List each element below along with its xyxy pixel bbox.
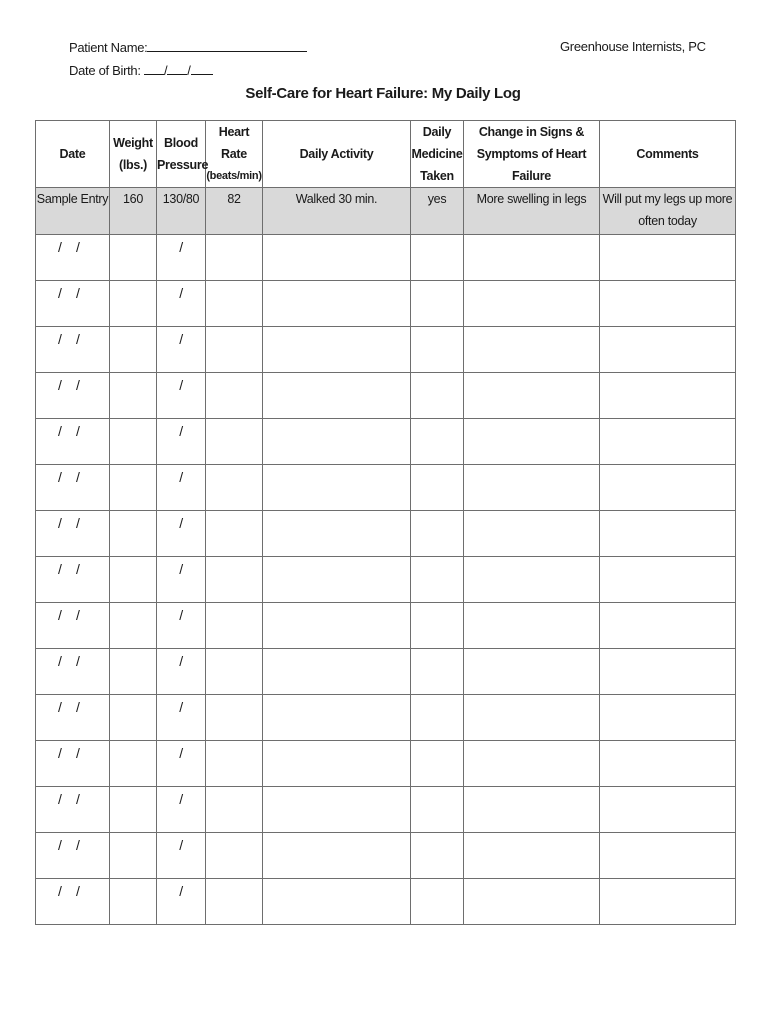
- bp-placeholder: /: [179, 699, 183, 715]
- entry-cell-blood-pressure[interactable]: [157, 511, 206, 557]
- date-placeholder: / /: [58, 883, 80, 899]
- date-placeholder: / /: [58, 423, 80, 439]
- entry-cell-weight[interactable]: [110, 235, 157, 281]
- entry-cell-heart-rate[interactable]: [206, 419, 263, 465]
- column-header-comments: [600, 121, 736, 188]
- log-entry-row: [36, 695, 736, 741]
- entry-cell-change-in-signs[interactable]: [464, 235, 600, 281]
- entry-cell-weight[interactable]: [110, 281, 157, 327]
- entry-cell-date[interactable]: [36, 787, 110, 833]
- date-placeholder: / /: [58, 699, 80, 715]
- entry-cell-daily-activity[interactable]: [263, 235, 411, 281]
- patient-name-field[interactable]: [69, 39, 307, 55]
- log-entry-row: [36, 603, 736, 649]
- entry-cell-daily-activity[interactable]: [263, 603, 411, 649]
- entry-cell-change-in-signs[interactable]: [464, 833, 600, 879]
- entry-cell-daily-medicine[interactable]: [411, 649, 464, 695]
- entry-cell-date[interactable]: [36, 649, 110, 695]
- entry-cell-change-in-signs[interactable]: [464, 327, 600, 373]
- entry-cell-comments[interactable]: [600, 833, 736, 879]
- entry-cell-daily-activity[interactable]: [263, 281, 411, 327]
- entry-cell-blood-pressure[interactable]: [157, 373, 206, 419]
- entry-cell-comments[interactable]: [600, 327, 736, 373]
- entry-cell-heart-rate[interactable]: [206, 787, 263, 833]
- entry-cell-date[interactable]: [36, 419, 110, 465]
- entry-cell-date[interactable]: [36, 833, 110, 879]
- entry-cell-weight[interactable]: [110, 511, 157, 557]
- entry-cell-comments[interactable]: [600, 557, 736, 603]
- log-title-text: Self-Care for Heart Failure: My Daily Log: [245, 85, 521, 102]
- entry-cell-heart-rate[interactable]: [206, 741, 263, 787]
- entry-cell-date[interactable]: [36, 741, 110, 787]
- entry-cell-date[interactable]: [36, 603, 110, 649]
- sample-entry-row: [36, 188, 736, 235]
- entry-cell-change-in-signs[interactable]: [464, 649, 600, 695]
- entry-cell-change-in-signs[interactable]: [464, 281, 600, 327]
- column-header-line: Date: [59, 147, 86, 161]
- dob-separator: /: [187, 63, 191, 78]
- entry-cell-comments[interactable]: [600, 373, 736, 419]
- log-entry-row: [36, 419, 736, 465]
- bp-placeholder: /: [179, 515, 183, 531]
- bp-placeholder: /: [179, 423, 183, 439]
- entry-cell-date[interactable]: [36, 235, 110, 281]
- entry-cell-heart-rate[interactable]: [206, 511, 263, 557]
- entry-cell-heart-rate[interactable]: [206, 465, 263, 511]
- column-header-daily-activity: [263, 121, 411, 188]
- entry-cell-change-in-signs[interactable]: [464, 603, 600, 649]
- entry-cell-change-in-signs[interactable]: [464, 465, 600, 511]
- log-entry-row: [36, 557, 736, 603]
- entry-cell-daily-activity[interactable]: [263, 833, 411, 879]
- log-entry-row: [36, 833, 736, 879]
- entry-cell-daily-medicine[interactable]: [411, 235, 464, 281]
- entry-cell-date[interactable]: [36, 373, 110, 419]
- column-header-change-in-signs: [464, 121, 600, 188]
- date-placeholder: / /: [58, 285, 80, 301]
- entry-cell-date[interactable]: [36, 327, 110, 373]
- column-header-line: Rate: [221, 147, 247, 161]
- entry-cell-heart-rate[interactable]: [206, 373, 263, 419]
- entry-cell-comments[interactable]: [600, 649, 736, 695]
- entry-cell-date[interactable]: [36, 879, 110, 925]
- entry-cell-daily-medicine[interactable]: [411, 373, 464, 419]
- date-placeholder: / /: [58, 561, 80, 577]
- bp-placeholder: /: [179, 239, 183, 255]
- log-entry-row: [36, 787, 736, 833]
- entry-cell-change-in-signs[interactable]: [464, 695, 600, 741]
- log-entry-row: [36, 879, 736, 925]
- dob-label: Date of Birth:: [69, 63, 141, 78]
- entry-cell-blood-pressure[interactable]: [157, 695, 206, 741]
- entry-cell-heart-rate[interactable]: [206, 603, 263, 649]
- dob-year-blank[interactable]: [191, 62, 213, 75]
- column-header-line: Medicine: [411, 147, 463, 161]
- bp-placeholder: /: [179, 331, 183, 347]
- column-header-blood-pressure: [157, 121, 209, 188]
- column-header-line: Daily Activity: [299, 147, 374, 161]
- column-header-line: (lbs.): [118, 158, 148, 172]
- entry-cell-daily-medicine[interactable]: [411, 787, 464, 833]
- entry-cell-daily-activity[interactable]: [263, 465, 411, 511]
- column-header-line: Pressure: [157, 158, 209, 172]
- column-header-line: Comments: [636, 147, 699, 161]
- entry-cell-daily-medicine[interactable]: [411, 281, 464, 327]
- entry-cell-weight[interactable]: [110, 741, 157, 787]
- entry-cell-comments[interactable]: [600, 741, 736, 787]
- entry-cell-blood-pressure[interactable]: [157, 787, 206, 833]
- entry-cell-blood-pressure[interactable]: [157, 327, 206, 373]
- bp-placeholder: /: [179, 469, 183, 485]
- entry-cell-daily-medicine[interactable]: [411, 879, 464, 925]
- column-header-line: Taken: [420, 169, 454, 183]
- entry-cell-daily-medicine[interactable]: [411, 465, 464, 511]
- entry-cell-heart-rate[interactable]: [206, 649, 263, 695]
- sample-blood-pressure: 130/80: [157, 188, 206, 235]
- entry-cell-daily-activity[interactable]: [263, 649, 411, 695]
- column-header-weight: [110, 121, 157, 188]
- date-placeholder: / /: [58, 331, 80, 347]
- date-placeholder: / /: [58, 239, 80, 255]
- date-placeholder: / /: [58, 607, 80, 623]
- date-placeholder: / /: [58, 515, 80, 531]
- log-entry-row: [36, 649, 736, 695]
- dob-separator: /: [163, 63, 168, 78]
- entry-cell-weight[interactable]: [110, 419, 157, 465]
- entry-cell-comments[interactable]: [600, 465, 736, 511]
- entry-cell-change-in-signs[interactable]: [464, 511, 600, 557]
- bp-placeholder: /: [179, 561, 183, 577]
- dob-day-blank[interactable]: [167, 62, 187, 75]
- entry-cell-change-in-signs[interactable]: [464, 557, 600, 603]
- column-header-line: Heart: [218, 125, 250, 139]
- entry-cell-daily-activity[interactable]: [263, 373, 411, 419]
- log-entry-row: [36, 511, 736, 557]
- sample-comments: Will put my legs up more often today: [600, 188, 736, 235]
- column-header-heart-rate: [206, 121, 263, 188]
- sample-medicine: yes: [411, 188, 464, 235]
- patient-name-blank[interactable]: [147, 39, 307, 52]
- entry-cell-heart-rate[interactable]: [206, 695, 263, 741]
- entry-cell-weight[interactable]: [110, 557, 157, 603]
- date-placeholder: / /: [58, 377, 80, 393]
- entry-cell-daily-activity[interactable]: [263, 741, 411, 787]
- bp-placeholder: /: [179, 745, 183, 761]
- entry-cell-weight[interactable]: [110, 465, 157, 511]
- entry-cell-comments[interactable]: [600, 281, 736, 327]
- date-placeholder: / /: [58, 653, 80, 669]
- log-entry-row: [36, 373, 736, 419]
- entry-cell-weight[interactable]: [110, 327, 157, 373]
- entry-cell-comments[interactable]: [600, 695, 736, 741]
- log-entry-row: [36, 281, 736, 327]
- daily-log-table: [35, 120, 736, 925]
- log-title: [0, 85, 770, 102]
- entry-cell-comments[interactable]: [600, 419, 736, 465]
- entry-cell-blood-pressure[interactable]: [157, 833, 206, 879]
- entry-cell-date[interactable]: [36, 281, 110, 327]
- entry-cell-comments[interactable]: [600, 603, 736, 649]
- date-of-birth-field[interactable]: [69, 62, 213, 78]
- date-placeholder: / /: [58, 837, 80, 853]
- practice-name: Greenhouse Internists, PC: [560, 39, 706, 54]
- bp-placeholder: /: [179, 653, 183, 669]
- column-header-daily-medicine: [411, 121, 464, 188]
- entry-cell-blood-pressure[interactable]: [157, 419, 206, 465]
- entry-cell-blood-pressure[interactable]: [157, 741, 206, 787]
- entry-cell-change-in-signs[interactable]: [464, 879, 600, 925]
- column-header-line: Weight: [113, 136, 153, 150]
- entry-cell-blood-pressure[interactable]: [157, 557, 206, 603]
- entry-cell-daily-medicine[interactable]: [411, 419, 464, 465]
- entry-cell-daily-activity[interactable]: [263, 419, 411, 465]
- entry-cell-date[interactable]: [36, 557, 110, 603]
- entry-cell-daily-medicine[interactable]: [411, 327, 464, 373]
- entry-cell-heart-rate[interactable]: [206, 557, 263, 603]
- bp-placeholder: /: [179, 377, 183, 393]
- bp-placeholder: /: [179, 837, 183, 853]
- bp-placeholder: /: [179, 883, 183, 899]
- entry-cell-comments[interactable]: [600, 235, 736, 281]
- sample-change: More swelling in legs: [464, 188, 600, 235]
- entry-cell-date[interactable]: [36, 695, 110, 741]
- entry-cell-weight[interactable]: [110, 879, 157, 925]
- entry-cell-daily-medicine[interactable]: [411, 741, 464, 787]
- sample-activity: Walked 30 min.: [263, 188, 411, 235]
- column-header-date: [36, 121, 110, 188]
- column-header-line: Change in Signs &: [478, 125, 585, 139]
- entry-cell-change-in-signs[interactable]: [464, 787, 600, 833]
- entry-cell-daily-medicine[interactable]: [411, 557, 464, 603]
- table-header-row: [36, 121, 736, 188]
- entry-cell-daily-activity[interactable]: [263, 695, 411, 741]
- entry-cell-heart-rate[interactable]: [206, 327, 263, 373]
- entry-cell-weight[interactable]: [110, 373, 157, 419]
- patient-name-label: Patient Name:: [69, 40, 148, 55]
- date-placeholder: / /: [58, 791, 80, 807]
- date-placeholder: / /: [58, 745, 80, 761]
- entry-cell-change-in-signs[interactable]: [464, 373, 600, 419]
- log-entry-row: [36, 235, 736, 281]
- sample-date: Sample Entry: [36, 188, 110, 235]
- entry-cell-blood-pressure[interactable]: [157, 281, 206, 327]
- entry-cell-daily-activity[interactable]: [263, 787, 411, 833]
- entry-cell-daily-medicine[interactable]: [411, 511, 464, 557]
- entry-cell-weight[interactable]: [110, 695, 157, 741]
- bp-placeholder: /: [179, 607, 183, 623]
- entry-cell-daily-activity[interactable]: [263, 557, 411, 603]
- sample-heart-rate: 82: [206, 188, 263, 235]
- column-header-line: Symptoms of Heart Failure: [476, 147, 587, 183]
- entry-cell-daily-medicine[interactable]: [411, 695, 464, 741]
- entry-cell-daily-medicine[interactable]: [411, 833, 464, 879]
- entry-cell-weight[interactable]: [110, 787, 157, 833]
- entry-cell-comments[interactable]: [600, 511, 736, 557]
- bp-placeholder: /: [179, 285, 183, 301]
- entry-cell-heart-rate[interactable]: [206, 235, 263, 281]
- entry-cell-heart-rate[interactable]: [206, 879, 263, 925]
- entry-cell-comments[interactable]: [600, 787, 736, 833]
- entry-cell-weight[interactable]: [110, 833, 157, 879]
- entry-cell-blood-pressure[interactable]: [157, 603, 206, 649]
- entry-cell-blood-pressure[interactable]: [157, 465, 206, 511]
- bp-placeholder: /: [179, 791, 183, 807]
- entry-cell-daily-activity[interactable]: [263, 327, 411, 373]
- column-header-line: Daily: [422, 125, 452, 139]
- entry-cell-weight[interactable]: [110, 649, 157, 695]
- entry-cell-heart-rate[interactable]: [206, 833, 263, 879]
- dob-month-blank[interactable]: [144, 62, 164, 75]
- entry-cell-date[interactable]: [36, 511, 110, 557]
- column-header-line: (beats/min): [206, 170, 262, 182]
- entry-cell-change-in-signs[interactable]: [464, 419, 600, 465]
- entry-cell-blood-pressure[interactable]: [157, 649, 206, 695]
- entry-cell-blood-pressure[interactable]: [157, 235, 206, 281]
- log-entry-row: [36, 741, 736, 787]
- log-entry-row: [36, 327, 736, 373]
- entry-cell-daily-activity[interactable]: [263, 879, 411, 925]
- log-entry-row: [36, 465, 736, 511]
- entry-cell-weight[interactable]: [110, 603, 157, 649]
- entry-cell-comments[interactable]: [600, 879, 736, 925]
- sample-weight: 160: [110, 188, 157, 235]
- entry-cell-daily-medicine[interactable]: [411, 603, 464, 649]
- entry-cell-date[interactable]: [36, 465, 110, 511]
- entry-cell-daily-activity[interactable]: [263, 511, 411, 557]
- entry-cell-blood-pressure[interactable]: [157, 879, 206, 925]
- column-header-line: Blood: [164, 136, 198, 150]
- date-placeholder: / /: [58, 469, 80, 485]
- entry-cell-change-in-signs[interactable]: [464, 741, 600, 787]
- entry-cell-heart-rate[interactable]: [206, 281, 263, 327]
